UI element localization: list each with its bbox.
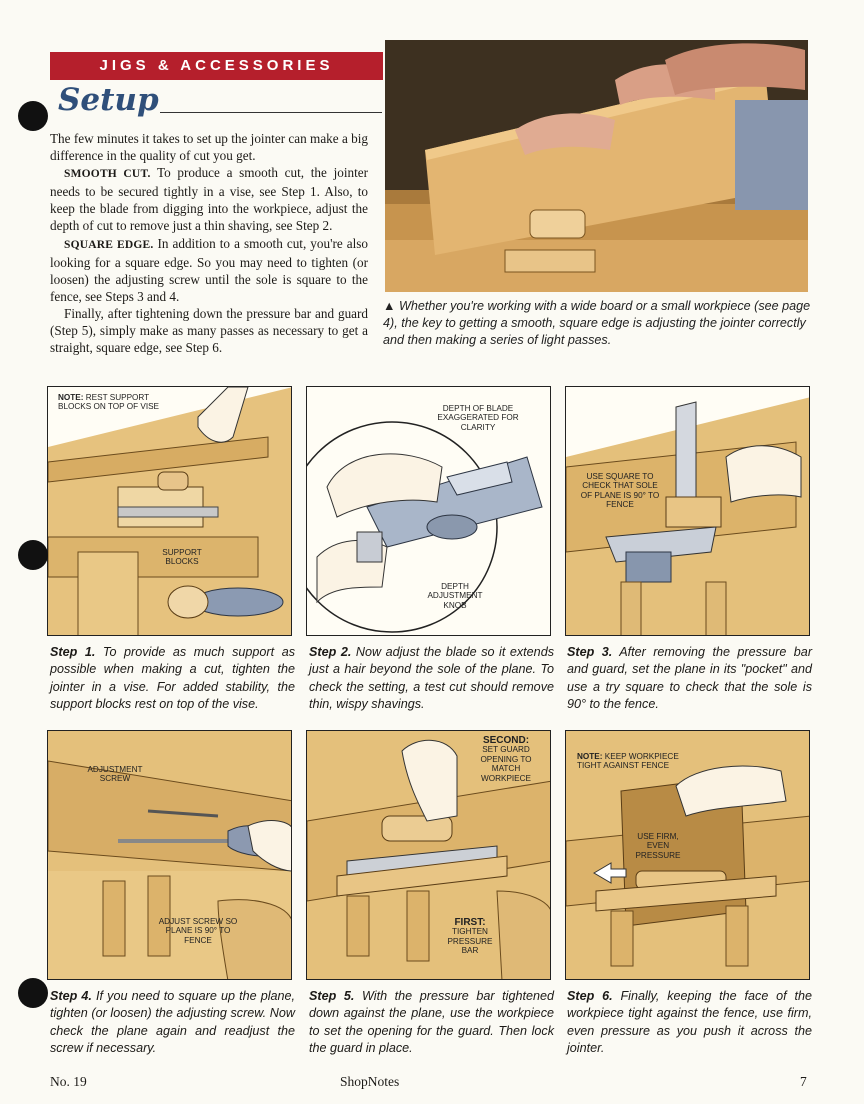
- step1-drawing: [48, 387, 292, 636]
- page-bullet-mark: [18, 101, 48, 131]
- square-edge-heading: SQUARE EDGE.: [64, 238, 154, 251]
- step1-text: To provide as much support as possible when making a cut, tighten the jointer in a vise. For added stability, the support blocks rest on top of the vise.: [50, 645, 295, 712]
- depth-of-blade-label: DEPTH OF BLADE EXAGGERATED FOR CLARITY: [437, 404, 519, 432]
- second-text: SET GUARD OPENING TO MATCH WORKPIECE: [480, 745, 532, 783]
- intro-paragraph-2: [50, 164, 368, 234]
- use-square-label: USE SQUARE TO CHECK THAT SOLE OF PLANE IS 90° TO FENCE: [580, 472, 660, 510]
- intro-paragraph-3: [50, 235, 368, 305]
- step1-note-label: [58, 393, 173, 412]
- issue-number: No. 19: [50, 1074, 87, 1089]
- step4-text: If you need to square up the plane, tighten (or loosen) the adjusting screw. Now check the plane again and readjust the screw if necessary.: [50, 989, 296, 1056]
- step4-caption: [50, 988, 295, 1058]
- first-step-label: [440, 918, 500, 956]
- step1-heading: Step 1.: [50, 645, 96, 659]
- step5-text: With the pressure bar tightened down against the plane, use the workpiece to set the opening for the guard. Then lock the guard in place.: [309, 989, 554, 1056]
- step5-heading: Step 5.: [309, 989, 355, 1003]
- support-blocks-label: SUPPORT BLOCKS: [162, 548, 202, 567]
- margin-bullet-mark: [18, 978, 48, 1008]
- step3-illustration: [565, 386, 810, 636]
- step3-heading: Step 3.: [567, 645, 613, 659]
- second-head: SECOND:: [482, 735, 530, 746]
- step6-heading: Step 6.: [567, 989, 613, 1003]
- intro-paragraph-1: The few minutes it takes to set up the jointer can make a big difference in the quality of cut you get.: [50, 131, 368, 164]
- page-number: 7: [800, 1074, 807, 1089]
- step1-caption: [50, 644, 295, 714]
- note-head: NOTE:: [58, 393, 84, 402]
- first-head: FIRST:: [454, 917, 486, 928]
- caption-triangle-icon: ▲: [383, 299, 396, 313]
- note-text: REST SUPPORT BLOCKS ON TOP OF VISE: [58, 393, 160, 412]
- step3-drawing: [566, 387, 810, 636]
- adjust-screw-label: ADJUST SCREW SO PLANE IS 90° TO FENCE: [158, 917, 238, 945]
- jointer-photo-illustration: [385, 40, 808, 292]
- step3-caption: [567, 644, 812, 714]
- step2-heading: Step 2.: [309, 645, 352, 659]
- depth-knob-label: DEPTH ADJUSTMENT KNOB: [427, 582, 483, 610]
- intro-paragraph-4: Finally, after tightening down the pressure bar and guard (Step 5), simply make as many passes as necessary to get a straight, square edge, see Step 6.: [50, 305, 368, 356]
- step6-caption: [567, 988, 812, 1058]
- intro-text: [50, 130, 368, 356]
- magazine-name: ShopNotes: [340, 1074, 400, 1089]
- section-banner: JIGS & ACCESSORIES: [50, 52, 383, 80]
- jointer-photo: [385, 40, 808, 292]
- title-rule: [160, 112, 382, 113]
- step5-caption: [309, 988, 554, 1058]
- smooth-cut-text: To produce a smooth cut, the jointer needs to be secured tightly in a vise, see Step 1. Also, to keep the blade from digging into the workpiece, adjust the depth of cut to remove just a thin shaving, see Step 2.: [50, 165, 368, 234]
- note-text: KEEP WORKPIECE TIGHT AGAINST FENCE: [577, 752, 679, 771]
- step1-illustration: [47, 386, 292, 636]
- square-edge-text: In addition to a smooth cut, you're also looking for a square edge. So you may need to tighten (or loosen) the adjusting screw until the sole is square to the fence, see Steps 3 and 4.: [50, 235, 368, 304]
- step3-text: After removing the pressure bar and guard, set the plane in its "pocket" and use a try square to check that the sole is 90° to the fence.: [567, 645, 813, 712]
- first-text: TIGHTEN PRESSURE BAR: [447, 927, 493, 956]
- step6-note-label: [577, 752, 702, 771]
- page-title: Setup: [58, 82, 159, 118]
- smooth-cut-heading: SMOOTH CUT.: [64, 168, 151, 181]
- step4-heading: Step 4.: [50, 989, 92, 1003]
- step2-caption: [309, 644, 554, 714]
- photo-caption: [383, 298, 813, 349]
- adjustment-screw-label: ADJUSTMENT SCREW: [87, 765, 143, 784]
- step2-text: Now adjust the blade so it extends just a hair beyond the sole of the plane. To check the setting, a test cut should remove thin, wispy shavings.: [309, 645, 554, 712]
- photo-caption-text: Whether you're working with a wide board or a small workpiece (see page 4), the key to getting a smooth, square edge is adjusting the jointer correctly and then making a series of light passes.: [383, 299, 811, 347]
- second-step-label: [466, 736, 546, 783]
- firm-pressure-label: USE FIRM, EVEN PRESSURE: [635, 832, 681, 860]
- step6-text: Finally, keeping the face of the workpiece tight against the fence, use firm, even pressure as you push it across the jointer.: [567, 989, 812, 1056]
- margin-bullet-mark: [18, 540, 48, 570]
- note-head: NOTE:: [577, 752, 603, 761]
